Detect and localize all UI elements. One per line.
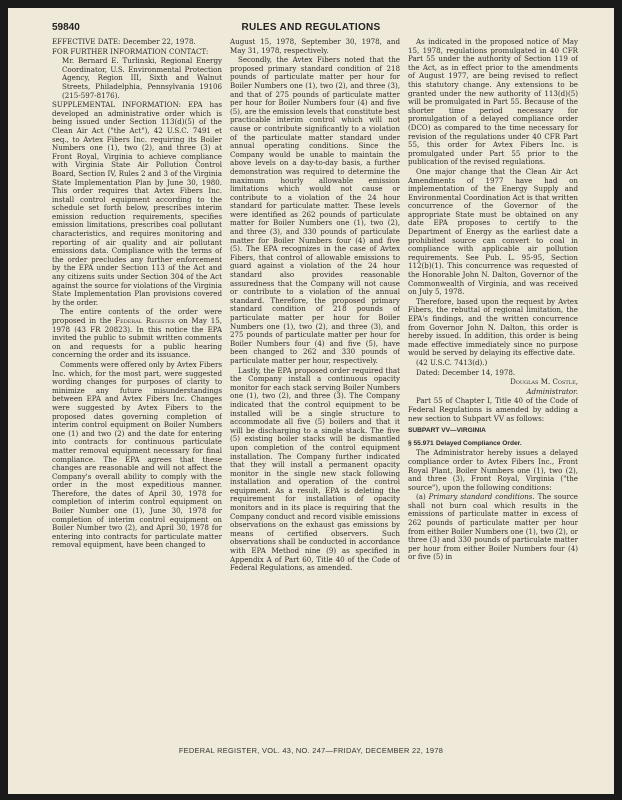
paragraph: Therefore, based upon the request by Avtex Fibers, the rebuttal of regional limitation, the EPA's findings, and the written concurrence from Governor John N. Dalton, this order is hereby issued. In addition, this order is being made effective immediately since no purpose would be served by delaying its effective date. [408,296,578,358]
paragraph: August 15, 1978, September 30, 1978, and May 31, 1978, respectively. [230,38,400,55]
amendment-paragraph: Part 55 of Chapter I, Title 40 of the Code of Federal Regulations is amended by adding a new section to Subpart VV as follows: [408,396,578,423]
paragraph: Comments were offered only by Avtex Fibers Inc. which, for the most part, were suggested wording changes for purposes of clarity to minimize any future misunderstandings between EPA and Avtex Fibers Inc. Changes were suggested by Avtex Fibers to the proposed dates governing completion of interim control equipment on Boiler Numbers one (1) and two (2) and the date for entering into contracts for continuous particulate matter removal equipment necessary for final compliance. The EPA agrees that these changes are reasonable and will not affect the Company's overall ability to comply with the order in the most expeditious manner. Therefore, the dates of April 30, 1978 for completion of interim control equipment on Boiler Number one (1), June 30, 1978 for completion of interim control equipment on Boiler Number two (2), and April 30, 1978 for entering into contracts for particulate matter removal equipment, have been changed to [52,359,222,550]
column-2 [230,38,400,728]
paragraph: (a) Primary standard conditions. The source shall not burn coal which results in the emissions of particulate matter in excess of 262 pounds of particulate matter per hour from either Boiler Numbers one (1), two (2), or three (3) and 330 pounds of particulate matter per hour from either Boiler Numbers four (4) or five (5) in [408,492,578,562]
document-page [8,8,614,794]
paragraph: Secondly, the Avtex Fibers noted that the proposed primary standard condition of 218 pounds of particulate matter per hour for Boiler Numbers one (1), two (2), and three (3), and that of 275 pounds of particulate matter per hour for Boiler Numbers four (4) and five (5), are the emission levels that constitute best practicable interim control which will not cause or contribute significantly to a violation of the particulate matter standard under annual operating conditions. Since the Company would be unable to maintain the above levels on a day-to-day basis, a further demonstration was required to determine the maximum hourly allowable emission limitations which would not cause or contribute to a violation of the 24 hour standard for particulate matter. These levels were identified as 262 pounds of particulate matter for Boiler Numbers one (1), two (2), and three (3), and 330 pounds of particulate matter for Boiler Numbers four (4) and five (5). The EPA recognizes in the case of Avtex Fibers, that control of allowable emissions to guard against a violation of the 24 hour standard also provides reasonable assuredness that the Company will not cause or contribute to a violation of the annual standard. Therefore, the proposed primary standard condition of 218 pounds of particulate matter per hour for Boiler Numbers one (1), two (2), and three (3), and 275 pounds of particulate matter per hour for Boiler Numbers four (4) and five (5), have been changed to 262 and 330 pounds of particulate matter per hour, respectively. [230,55,400,365]
page-number: 59840 [52,22,80,33]
dated-line: Dated: December 14, 1978. [416,367,516,377]
effective-date: EFFECTIVE DATE: December 22, 1978. [52,38,196,46]
paragraph: As indicated in the proposed notice of May 15, 1978, regulations promulgated in 40 CFR Part 55 under the authority of Section 119 of the Act, as in effect prior to the amendments of August 1977, are being revised to reflect this statutory change. Any extensions to be granted under the new authority of 113(d)(5) will be promulgated in Part 55. Because of the shorter time period necessary for promulgation of a delayed compliance order (DCO) as compared to the time necessary for revision of the regulations under 40 CFR Part 55, this order for Avtex Fibers Inc. is promulgated under Part 55 prior to the publication of the revised regulations. [408,38,578,167]
column-3 [408,38,578,728]
subpart-heading: SUBPART VV—VIRGINIA [408,427,486,435]
page-footer: FEDERAL REGISTER, VOL. 43, NO. 247—FRIDAY, DECEMBER 22, 1978 [178,746,444,755]
signer-name: Douglas M. Costle, [510,377,578,387]
paragraph: The entire contents of the order were proposed in the Federal Register on May 15, 1978 (43 FR 20823). In this notice the EPA invited the public to submit written comments on and requests for a public hearing concerning the order and its issuance. [52,307,222,360]
signer-title: Administrator. [526,386,578,396]
further-info-heading: FOR FURTHER INFORMATION CONTACT: [52,46,209,56]
paragraph: Lastly, the EPA proposed order required that the Company install a continuous opacity monitor for each stack serving Boiler Numbers one (1), two (2), and three (3). The Company indicated that the control equipment to be installed will be a single structure to accommodate all five (5) boilers and that it will be discharging to a single stack. The five (5) existing boiler stacks will be dismantled upon completion of the control equipment installation. The Company further indicated that they will install a permanent opacity monitor in the single new stack following installation and operation of the control equipment. As a result, EPA is deleting the requirement for installation of opacity monitors and in its place is requiring that the Company conduct and record visible emissions observations on the exhaust gas emissions by means of certified observers. Such observations shall be conducted in accordance with EPA Method nine (9) as specified in Appendix A of Part 60, Title 40 of the Code of Federal Regulations, as amended. [230,365,400,573]
page-header [8,22,614,38]
paragraph: The Administrator hereby issues a delayed compliance order to Avtex Fibers Inc., Front Royal Plant, Boiler Numbers one (1), two (2), and three (3), Front Royal, Virginia ("the source"), upon the following conditions: [408,448,578,492]
running-head: RULES AND REGULATIONS [241,22,381,33]
supplemental-information: SUPPLEMENTAL INFORMATION: EPA has developed an administrative order which is being issued under Section 113(d)(5) of the Clean Air Act ("the Act"), 42 U.S.C. 7491 et seq., to Avtex Fibers Inc. requiring its Boiler Numbers one (1), two (2), and three (3) at Front Royal, Virginia to achieve compliance with Virginia State Air Pollution Control Board, Section IV, Rules 2 and 3 of the Virginia State Implementation Plan by June 30, 1980. This order requires that Avtex Fibers Inc. install control equipment according to the schedule set forth below, prescribes interim emission reduction requirements, specifies emission limitations, prescribes coal pollutant characteristics, and requires monitoring and reporting of air quality and air pollutant emissions data. Compliance with the terms of the order precludes any further enforcement by the EPA under Section 113 of the Act and any citizens suits under Section 304 of the Act against the source for violations of the Virginia State Implementation Plan provisions covered by the order. [52,100,222,307]
column-1 [52,38,222,728]
authority-citation: (42 U.S.C. 7413(d).) [416,357,488,367]
federal-register-ref: Federal Register [115,316,176,325]
paragraph: One major change that the Clean Air Act Amendments of 1977 have had on implementation of the Energy Supply and Environmental Coordination Act is that written concurrence of the Governor of the appropriate State must be obtained on any date EPA proposes to certify to the Department of Energy as the earliest date a prohibited source can convert to coal in compliance with applicable air pollution requirements. See Pub. L. 95-95, Section 112(b)(1). This concurrence was requested of the Honorable John N. Dalton, Governor of the Commonwealth of Virginia, and was received on July 5, 1978. [408,166,578,297]
contact-address: Mr. Bernard E. Turlinski, Regional Energy Coordinator, U.S. Environmental Protection Agency, Region III, Sixth and Walnut Streets, Philadelphia, Pennsylvania 19106 (215-597-8176). [62,56,222,100]
section-heading: § 55.971 Delayed Compliance Order. [408,439,522,447]
